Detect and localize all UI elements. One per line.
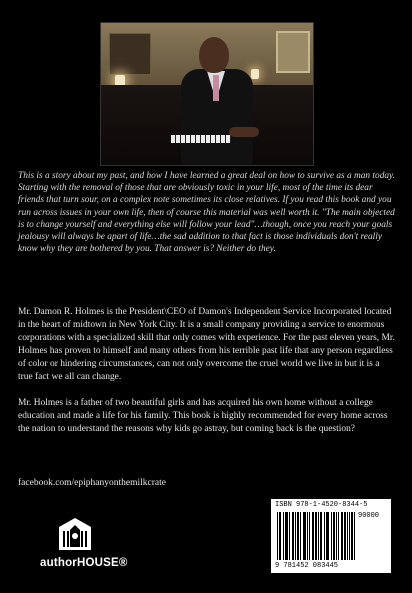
bio-paragraph-1: Mr. Damon R. Holmes is the President\CEO of Damon's Independent Service Incorporated located in the heart of midtown in New York City. It is a small company providing a service to enormous corporations with a specialized skill that only comes with experience. For the past eleven years, Mr. Holmes has proven to himself and many others from his terrible past life that any person regardless of color or hindering circumstances, can not only overcome the cruel world we live in but it is a true fact we all can change. [18, 307, 395, 383]
barcode-digits: 9 781452 083445 [275, 562, 339, 570]
bio-paragraph-2: Mr. Holmes is a father of two beautiful girls and has acquired his own home without a college education and made a life for his family. This book is highly recommended for every home across the nation to understand the reasons why kids go astray, but coming back is the question? [18, 397, 388, 434]
facebook-url: facebook.com/epiphanyonthemilkcrate [18, 478, 166, 488]
publisher-name: authorHOUSE® [40, 557, 128, 569]
barcode-bars [277, 512, 355, 562]
publisher-logo [40, 515, 130, 575]
author-bio [18, 306, 396, 448]
isbn-label: ISBN 978-1-4520-8344-5 [275, 501, 368, 509]
book-blurb: This is a story about my past, and how I have learned a great deal on how to survive as a man today. Starting with the removal of those that are obviously toxic in your life, most of the time its dear friends that turn sour, on a complex note sometimes its close relatives. If you read this book and you run across issues in your own life, then of course this material was well worth it. "The main objected is to change yourself and everything else will follow your lead"…though, once you reach your goals jealousy will always be apart of life…the sad addition to that fact is those individuals don't really know why they are bothered by you. That answer is? Neither do they. [18, 171, 396, 255]
price-code: 90000 [358, 512, 380, 520]
author-photo [100, 22, 314, 166]
isbn-barcode [271, 499, 391, 573]
publisher-emblem-icon [58, 517, 92, 551]
